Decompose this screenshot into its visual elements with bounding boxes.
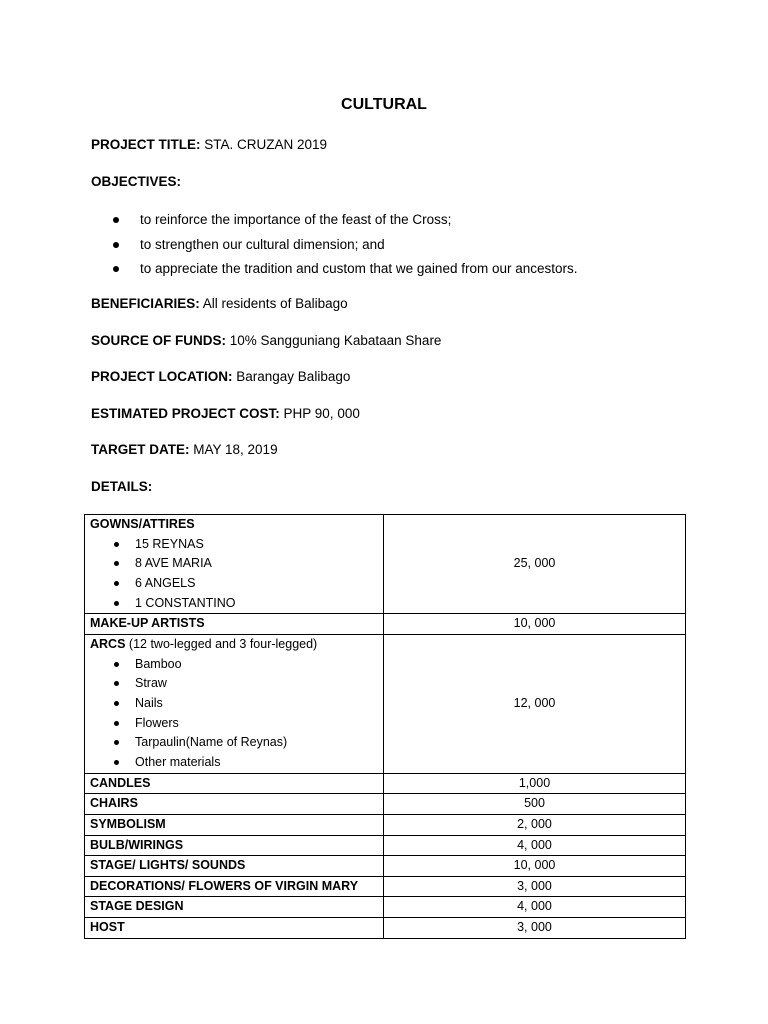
item-cell: SYMBOLISM [85, 815, 384, 836]
table-row [85, 635, 686, 774]
cost-cell: 10, 000 [384, 856, 686, 877]
objective-item: to strengthen our cultural dimension; and [91, 236, 578, 261]
gowns-sublist [90, 535, 378, 614]
objective-item: to appreciate the tradition and custom that we gained from our ancestors. [91, 260, 578, 285]
item-note: (12 two-legged and 3 four-legged) [128, 637, 318, 651]
source-of-funds-label: SOURCE OF FUNDS: [91, 333, 226, 348]
list-item: Bamboo [90, 655, 378, 675]
item-cell: MAKE-UP ARTISTS [85, 614, 384, 635]
item-cell [85, 515, 384, 614]
bullet-icon [113, 266, 119, 272]
list-item: Other materials [90, 753, 378, 773]
bullet-icon [114, 701, 119, 706]
bullet-icon [113, 217, 119, 223]
list-item: Tarpaulin(Name of Reynas) [90, 733, 378, 753]
item-cell: STAGE DESIGN [85, 897, 384, 918]
beneficiaries-line [91, 296, 348, 311]
arcs-sublist [90, 655, 378, 773]
item-cell: CHAIRS [85, 794, 384, 815]
table-row [85, 835, 686, 856]
list-item: 1 CONSTANTINO [90, 594, 378, 614]
list-item: Straw [90, 674, 378, 694]
objectives-list [91, 211, 578, 285]
list-item: Nails [90, 694, 378, 714]
item-label: ARCS [90, 637, 126, 651]
list-item: 6 ANGELS [90, 574, 378, 594]
list-item: Flowers [90, 714, 378, 734]
cost-cell: 1,000 [384, 773, 686, 794]
bullet-icon [114, 561, 119, 566]
estimated-cost-value: PHP 90, 000 [283, 406, 360, 421]
list-item: 8 AVE MARIA [90, 554, 378, 574]
bullet-icon [114, 662, 119, 667]
beneficiaries-label: BENEFICIARIES: [91, 296, 200, 311]
project-title-line [91, 137, 327, 152]
list-item: 15 REYNAS [90, 535, 378, 555]
cost-cell: 4, 000 [384, 835, 686, 856]
bullet-icon [114, 681, 119, 686]
target-date-label: TARGET DATE: [91, 442, 190, 457]
cost-cell: 25, 000 [384, 515, 686, 614]
cost-cell: 3, 000 [384, 876, 686, 897]
project-location-line [91, 369, 350, 384]
target-date-value: MAY 18, 2019 [193, 442, 278, 457]
source-of-funds-line [91, 333, 441, 348]
item-cell: CANDLES [85, 773, 384, 794]
estimated-cost-line [91, 406, 360, 421]
table-row [85, 515, 686, 614]
project-title-label: PROJECT TITLE: [91, 137, 201, 152]
beneficiaries-value: All residents of Balibago [202, 296, 348, 311]
bullet-icon [114, 601, 119, 606]
item-label-line [90, 635, 378, 655]
bullet-icon [114, 721, 119, 726]
table-row [85, 876, 686, 897]
details-table [84, 514, 686, 939]
target-date-line [91, 442, 278, 457]
bullet-icon [114, 760, 119, 765]
bullet-icon [113, 242, 119, 248]
bullet-icon [114, 542, 119, 547]
cost-cell: 10, 000 [384, 614, 686, 635]
table-row [85, 794, 686, 815]
item-cell: BULB/WIRINGS [85, 835, 384, 856]
project-title-value: STA. CRUZAN 2019 [204, 137, 328, 152]
item-cell [85, 635, 384, 774]
table-row [85, 773, 686, 794]
cost-cell: 12, 000 [384, 635, 686, 774]
item-cell: HOST [85, 917, 384, 938]
page-title: CULTURAL [341, 96, 427, 113]
table-row [85, 897, 686, 918]
item-cell: DECORATIONS/ FLOWERS OF VIRGIN MARY [85, 876, 384, 897]
cost-cell: 2, 000 [384, 815, 686, 836]
cost-cell: 500 [384, 794, 686, 815]
source-of-funds-value: 10% Sangguniang Kabataan Share [229, 333, 442, 348]
table-row [85, 917, 686, 938]
estimated-cost-label: ESTIMATED PROJECT COST: [91, 406, 280, 421]
objective-item: to reinforce the importance of the feast of the Cross; [91, 211, 578, 236]
project-location-label: PROJECT LOCATION: [91, 369, 233, 384]
item-label: GOWNS/ATTIRES [90, 517, 195, 531]
table-row [85, 614, 686, 635]
item-cell: STAGE/ LIGHTS/ SOUNDS [85, 856, 384, 877]
cost-cell: 4, 000 [384, 897, 686, 918]
bullet-icon [114, 740, 119, 745]
table-row [85, 856, 686, 877]
details-label: DETAILS: [91, 479, 153, 494]
table-row [85, 815, 686, 836]
objectives-label: OBJECTIVES: [91, 174, 182, 189]
cost-cell: 3, 000 [384, 917, 686, 938]
bullet-icon [114, 581, 119, 586]
project-location-value: Barangay Balibago [236, 369, 351, 384]
